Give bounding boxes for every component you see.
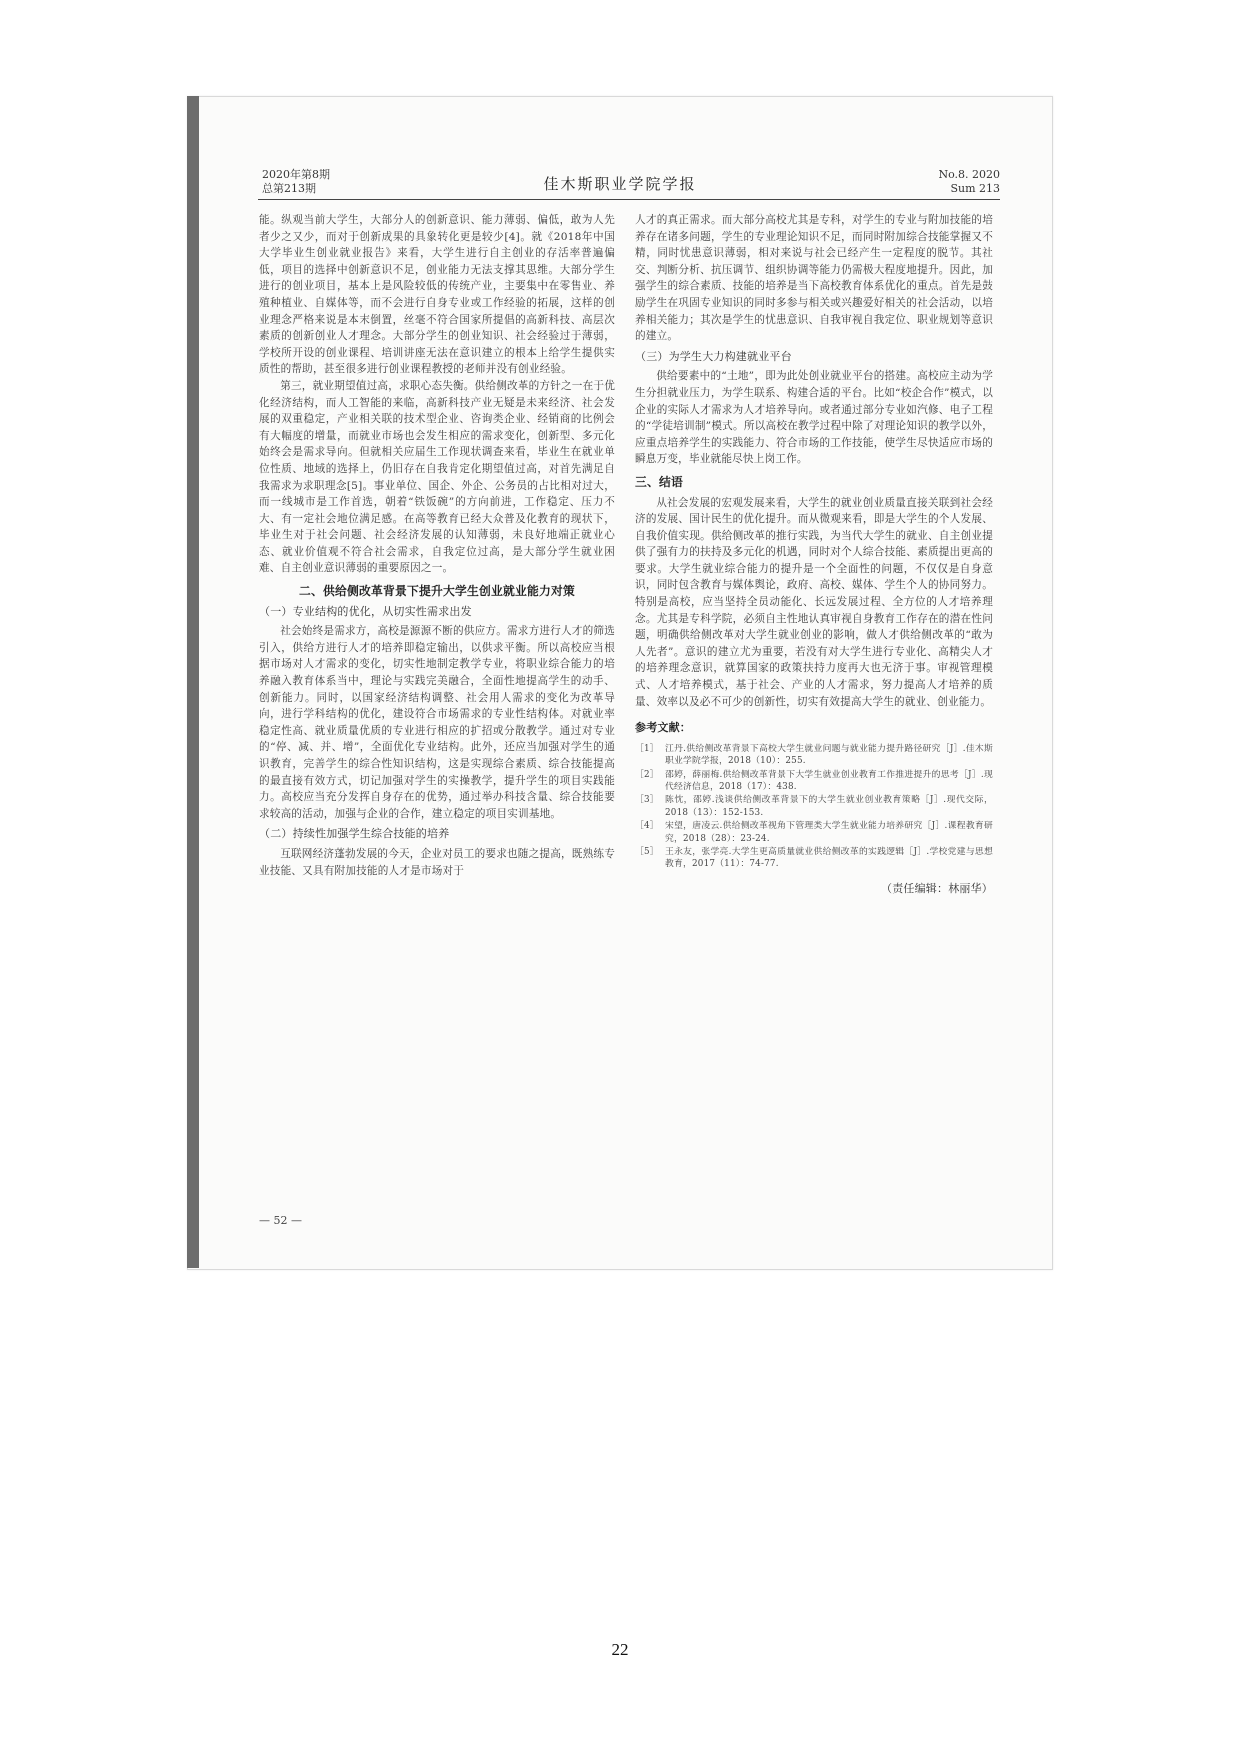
left-column <box>259 212 615 879</box>
subsection-heading: （二）持续性加强学生综合技能的培养 <box>259 827 450 841</box>
issue-info-english <box>938 168 1000 196</box>
section-heading: 二、供给侧改革背景下提升大学生创业就业能力对策 <box>299 584 575 599</box>
subsection-heading: （三）为学生大力构建就业平台 <box>635 349 792 363</box>
reference-text: 宋望，唐凌云.供给侧改革视角下管理类大学生就业能力培养研究［J］.课程教育研究，2018（28）：23-24. <box>665 821 993 844</box>
paragraph: 能。纵观当前大学生，大部分人的创新意识、能力薄弱、偏低，敢为人先者少之又少，而对于创新成果的具象转化更是较少[4]。就《2018年中国大学毕业生创业就业报告》来看，大学生进行自主创业的存活率普遍偏低，项目的选择中创新意识不足，创业能力无法支撑其思维。大部分学生进行的创业项目，基本上是风险较低的传统产业，主要集中在零售业、养殖种植业、自媒体等，而不会进行自身专业或工作经验的拓展，这样的创业理念严格来说是本末倒置，丝毫不符合国家所提倡的高新科技、高层次素质的创新创业人才理念。大部分学生的创业知识、社会经验过于薄弱，学校所开设的创业课程、培训讲座无法在意识建立的根本上给学生提供实质性的帮助，甚至很多进行创业课程教授的老师并没有创业经验。 <box>259 214 615 376</box>
paragraph: 社会始终是需求方，高校是源源不断的供应方。需求方进行人才的筛选引入，供给方进行人才的培养即稳定输出，以供求平衡。所以高校应当根据市场对人才需求的变化，切实性地制定教学专业，将职业综合能力的培养融入教育体系当中，理论与实践完美融合，全面性地提高学生的动手、创新能力。同时，以国家经济结构调整、社会用人需求的变化为改革导向，进行学科结构的优化，建设符合市场需求的专业性结构体。对就业率稳定性高、就业质量优质的专业进行相应的扩招或分散教学。通过对专业的“停、减、并、增”，全面优化专业结构。此外，还应当加强对学生的通识教育，完善学生的综合性知识结构，这是实现综合素质、综合技能提高的最直接有效方式，切记加强对学生的实操教学，提升学生的项目实践能力。高校应当充分发挥自身存在的优势，通过举办科技含量、综合技能要求较高的活动，加强与企业的合作，建立稳定的项目实训基地。 <box>259 625 615 820</box>
issue-year-number: 2020年第8期 <box>262 168 330 181</box>
reference-text: 王永友，张学亮.大学生更高质量就业供给侧改革的实践逻辑［J］.学校党建与思想教育，2017（11）：74-77. <box>665 847 993 870</box>
responsible-editor: （责任编辑：林丽华） <box>881 881 993 895</box>
journal-title: 佳木斯职业学院学报 <box>543 175 697 193</box>
reference-item <box>635 820 993 845</box>
reference-number: ［1］ <box>635 743 659 754</box>
references-title: 参考文献： <box>635 721 691 735</box>
header-rule <box>258 199 1000 200</box>
subsection-heading: （一）专业结构的优化，从切实性需求出发 <box>259 604 472 618</box>
reference-number: ［5］ <box>635 847 659 858</box>
issue-total-number: 总第213期 <box>262 182 316 195</box>
reference-item <box>635 769 993 794</box>
journal-folio: — 52 — <box>259 1214 302 1227</box>
reference-text: 江丹.供给侧改革背景下高校大学生就业问题与就业能力提升路径研究［J］.佳木斯职业学院学报，2018（10）：255. <box>665 743 993 767</box>
reference-number: ［4］ <box>635 821 659 832</box>
reference-item <box>635 846 993 871</box>
paragraph: 供给要素中的“土地”，即为此处创业就业平台的搭建。高校应主动为学生分担就业压力，为学生联系、构建合适的平台。比如“校企合作”模式，以企业的实际人才需求为人才培养导向。或者通过部分专业如汽修、电子工程的“学徒培训制”模式。所以高校在教学过程中除了对理论知识的教学以外，应重点培养学生的实践能力、符合市场的工作技能，使学生尽快适应市场的瞬息万变，毕业就能尽快上岗工作。 <box>635 370 993 466</box>
issue-number-en: No.8. 2020 <box>938 168 1000 181</box>
issue-sum-en: Sum 213 <box>950 182 1000 195</box>
reference-text: 邵婷，薛丽梅.供给侧改革背景下大学生就业创业教育工作推进提升的思考［J］.现代经济信息，2018（17）：438. <box>665 769 993 793</box>
paragraph: 从社会发展的宏观发展来看，大学生的就业创业质量直接关联到社会经济的发展、国计民生的优化提升。而从微观来看，即是大学生的个人发展、自我价值实现。供给侧改革的推行实践，为当代大学生的就业、自主创业提供了强有力的扶持及多元化的机遇，同时对个人综合技能、素质提出更高的要求。大学生就业综合能力的提升是一个全面性的问题，不仅仅是自身意识，同时包含教育与媒体舆论，政府、高校、媒体、学生个人的协同努力。特别是高校，应当坚持全员动能化、长远发展过程、全方位的人才培养理念。尤其是专科学院，必须自主性地认真审视自身教育工作存在的潜在性问题，明确供给侧改革对大学生就业创业的影响，做人才供给侧改革的“敢为人先者”。意识的建立尤为重要，若没有对大学生进行专业化、高精尖人才的培养理念意识，就算国家的政策扶持力度再大也无济于事。审视管理模式、人才培养模式，基于社会、产业的人才需求，努力提高人才培养的质量、效率以及必不可少的创新性，切实有效提高大学生的就业、创业能力。 <box>635 496 993 708</box>
reference-list <box>635 743 993 871</box>
paragraph: 互联网经济蓬勃发展的今天，企业对员工的要求也随之提高，既熟练专业技能、又具有附加技能的人才是市场对于 <box>259 847 615 877</box>
reference-number: ［3］ <box>635 795 659 806</box>
binding-edge <box>187 96 199 1268</box>
reference-item <box>635 794 993 819</box>
reference-number: ［2］ <box>635 769 659 780</box>
reference-text: 陈忱，邵婷.浅谈供给侧改革背景下的大学生就业创业教育策略［J］.现代交际，2018（13）：152-153. <box>665 795 993 818</box>
reference-item <box>635 743 993 768</box>
paragraph: 第三，就业期望值过高，求职心态失衡。供给侧改革的方针之一在于优化经济结构，而人工智能的来临，高新科技产业无疑是未来经济、社会发展的双重稳定，产业相关联的技术型企业、咨询类企业、经销商的比例会有大幅度的增量，而就业市场也会发生相应的需求变化，创新型、多元化始终会是需求导向。但就相关应届生工作现状调查来看，毕业生在就业单位性质、地域的选择上，仍旧存在自我肯定化期望值过高，对首先满足自我需求为求职理念[5]。事业单位、国企、外企、公务员的占比相对过大，而一线城市是工作首选，朝着“铁饭碗”的方向前进，工作稳定、压力不大、有一定社会地位满足感。在高等教育已经大众普及化教育的现状下，毕业生对于社会问题、社会经济发展的认知薄弱，未良好地端正就业心态、就业价值观不符合社会需求，自我定位过高，是大部分学生就业困难、自主创业意识薄弱的重要原因之一。 <box>259 379 615 575</box>
section-heading: 三、结语 <box>635 474 683 489</box>
right-column <box>635 212 993 897</box>
paragraph: 人才的真正需求。而大部分高校尤其是专科，对学生的专业与附加技能的培养存在诸多问题，学生的专业理论知识不足，而同时附加综合技能掌握又不精，同时忧患意识薄弱，相对来说与社会已经产生一定程度的脱节。其社交、判断分析、抗压调节、组织协调等能力仍需极大程度地提升。因此，加强学生的综合素质、技能的培养是当下高校教育体系优化的重点。首先是鼓励学生在巩固专业知识的同时多参与相关或兴趣爱好相关的社会活动，以培养相关能力；其次是学生的忧患意识、自我审视自我定位、职业规划等意识的建立。 <box>635 214 993 343</box>
issue-info <box>262 168 330 196</box>
page-number: 22 <box>611 1640 629 1659</box>
